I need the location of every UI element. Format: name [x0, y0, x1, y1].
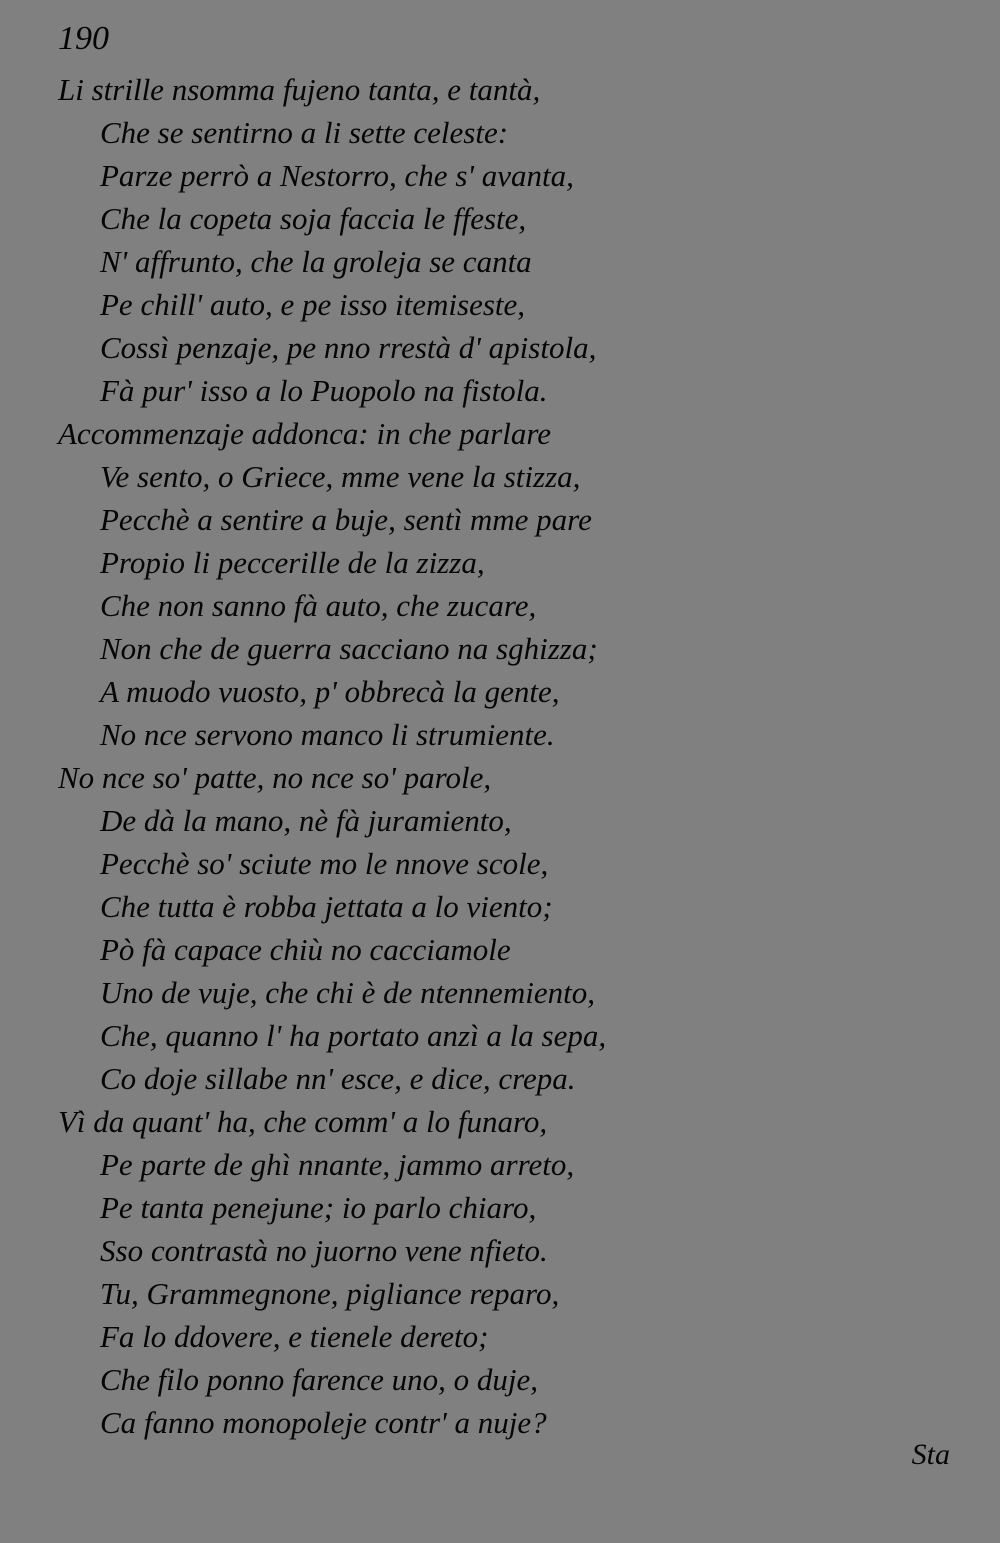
verse-line: Accommenzaje addonca: in che parlare: [58, 416, 551, 451]
verse-line: Parze perrò a Nestorro, che s' avanta,: [100, 158, 574, 193]
verse-line: De dà la mano, nè fà juramiento,: [100, 803, 512, 838]
verse-line: Non che de guerra sacciano na sghizza;: [100, 631, 598, 666]
verse-line: Che tutta è robba jettata a lo viento;: [100, 889, 553, 924]
verse-line: Che non sanno fà auto, che zucare,: [100, 588, 537, 623]
verse-line: Propio li peccerille de la zizza,: [100, 545, 485, 580]
verse-line: Co doje sillabe nn' esce, e dice, crepa.: [100, 1061, 576, 1096]
verse-line: Tu, Grammegnone, pigliance reparo,: [100, 1276, 560, 1311]
verse-line: Uno de vuje, che chi è de ntennemiento,: [100, 975, 595, 1010]
verse-line: Pe parte de ghì nnante, jammo arreto,: [100, 1147, 575, 1182]
verse-line: Pe tanta penejune; io parlo chiaro,: [100, 1190, 537, 1225]
page-number: 190: [58, 20, 109, 57]
verse-line: No nce servono manco li strumiente.: [100, 717, 555, 752]
stanza-2: [58, 412, 958, 756]
verse-line: Pe chill' auto, e pe isso itemiseste,: [100, 287, 526, 322]
stanza-1: [58, 68, 958, 412]
catchword: Sta: [911, 1438, 950, 1471]
verse-line: Sso contrastà no juorno vene nfieto.: [100, 1233, 548, 1268]
verse-line: Che se sentirno a li sette celeste:: [100, 115, 509, 150]
poem-text: [58, 68, 958, 1444]
verse-line: Pò fà capace chiù no cacciamole: [100, 932, 511, 967]
verse-line: Fà pur' isso a lo Puopolo na fistola.: [100, 373, 548, 408]
verse-line: Cossì penzaje, pe nno rrestà d' apistola,: [100, 330, 597, 365]
verse-line: Pecchè so' sciute mo le nnove scole,: [100, 846, 549, 881]
stanza-4: [58, 1100, 958, 1444]
verse-line: Li strille nsomma fujeno tanta, e tantà,: [58, 72, 541, 107]
verse-line: Ca fanno monopoleje contr' a nuje?: [100, 1405, 547, 1440]
verse-line: No nce so' patte, no nce so' parole,: [58, 760, 492, 795]
verse-line: Fa lo ddovere, e tienele dereto;: [100, 1319, 489, 1354]
verse-line: N' affrunto, che la groleja se canta: [100, 244, 532, 279]
verse-line: Vì da quant' ha, che comm' a lo funaro,: [58, 1104, 548, 1139]
stanza-3: [58, 756, 958, 1100]
verse-line: Pecchè a sentire a buje, sentì mme pare: [100, 502, 592, 537]
verse-line: Che filo ponno farence uno, o duje,: [100, 1362, 538, 1397]
verse-line: Che, quanno l' ha portato anzì a la sepa,: [100, 1018, 607, 1053]
verse-line: Che la copeta soja faccia le ffeste,: [100, 201, 527, 236]
verse-line: A muodo vuosto, p' obbrecà la gente,: [100, 674, 560, 709]
verse-line: Ve sento, o Griece, mme vene la stizza,: [100, 459, 581, 494]
